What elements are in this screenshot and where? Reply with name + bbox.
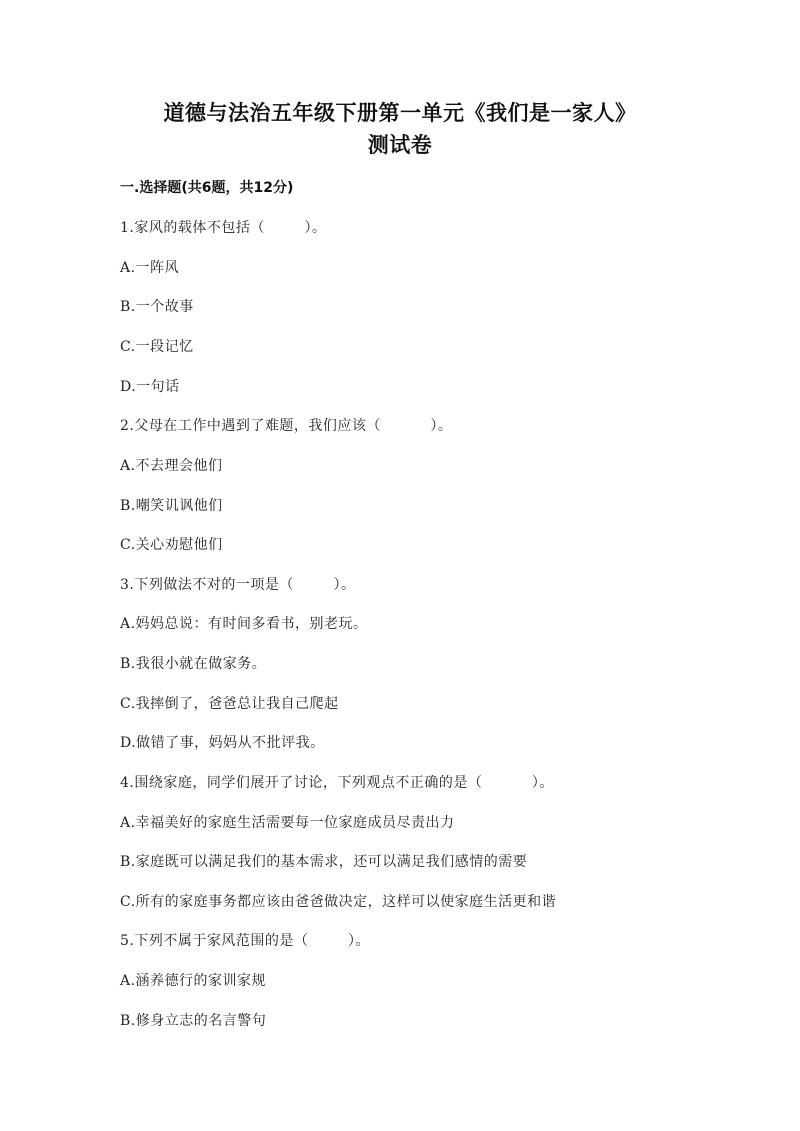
question-4-option-b: B.家庭既可以满足我们的基本需求，还可以满足我们感情的需要 [120, 854, 528, 870]
question-1-stem: 1.家风的载体不包括（ ）。 [120, 220, 327, 236]
question-3-option-a: A.妈妈总说：有时间多看书，别老玩。 [120, 616, 368, 632]
question-2-option-c: C.关心劝慰他们 [120, 537, 223, 553]
question-2-option-a: A.不去理会他们 [120, 458, 223, 474]
question-2-option-b: B.嘲笑讥讽他们 [120, 498, 223, 514]
question-1-option-d: D.一句话 [120, 379, 180, 395]
question-3-option-c: C.我摔倒了，爸爸总让我自己爬起 [120, 696, 339, 712]
question-1-option-c: C.一段记忆 [120, 339, 194, 355]
question-4-option-a: A.幸福美好的家庭生活需要每一位家庭成员尽责出力 [120, 815, 455, 831]
exam-title-line-2: 测试卷 [367, 133, 433, 157]
question-4-stem: 4.围绕家庭，同学们展开了讨论，下列观点不正确的是（ ）。 [120, 775, 554, 791]
section-heading: 一.选择题(共6题，共12分) [120, 180, 294, 196]
question-3-option-b: B.我很小就在做家务。 [120, 656, 267, 672]
question-5-option-b: B.修身立志的名言警句 [120, 1013, 267, 1029]
question-5-stem: 5.下列不属于家风范围的是（ ）。 [120, 933, 370, 949]
question-1-option-a: A.一阵风 [120, 260, 180, 276]
question-2-stem: 2.父母在工作中遇到了难题，我们应该（ ）。 [120, 418, 453, 434]
question-5-option-a: A.涵养德行的家训家规 [120, 973, 267, 989]
question-3-option-d: D.做错了事，妈妈从不批评我。 [120, 735, 325, 751]
exam-title-line-1: 道德与法治五年级下册第一单元《我们是一家人》 [163, 101, 637, 125]
question-4-option-c: C.所有的家庭事务都应该由爸爸做决定，这样可以使家庭生活更和谐 [120, 894, 557, 910]
question-3-stem: 3.下列做法不对的一项是（ ）。 [120, 577, 356, 593]
question-1-option-b: B.一个故事 [120, 299, 194, 315]
